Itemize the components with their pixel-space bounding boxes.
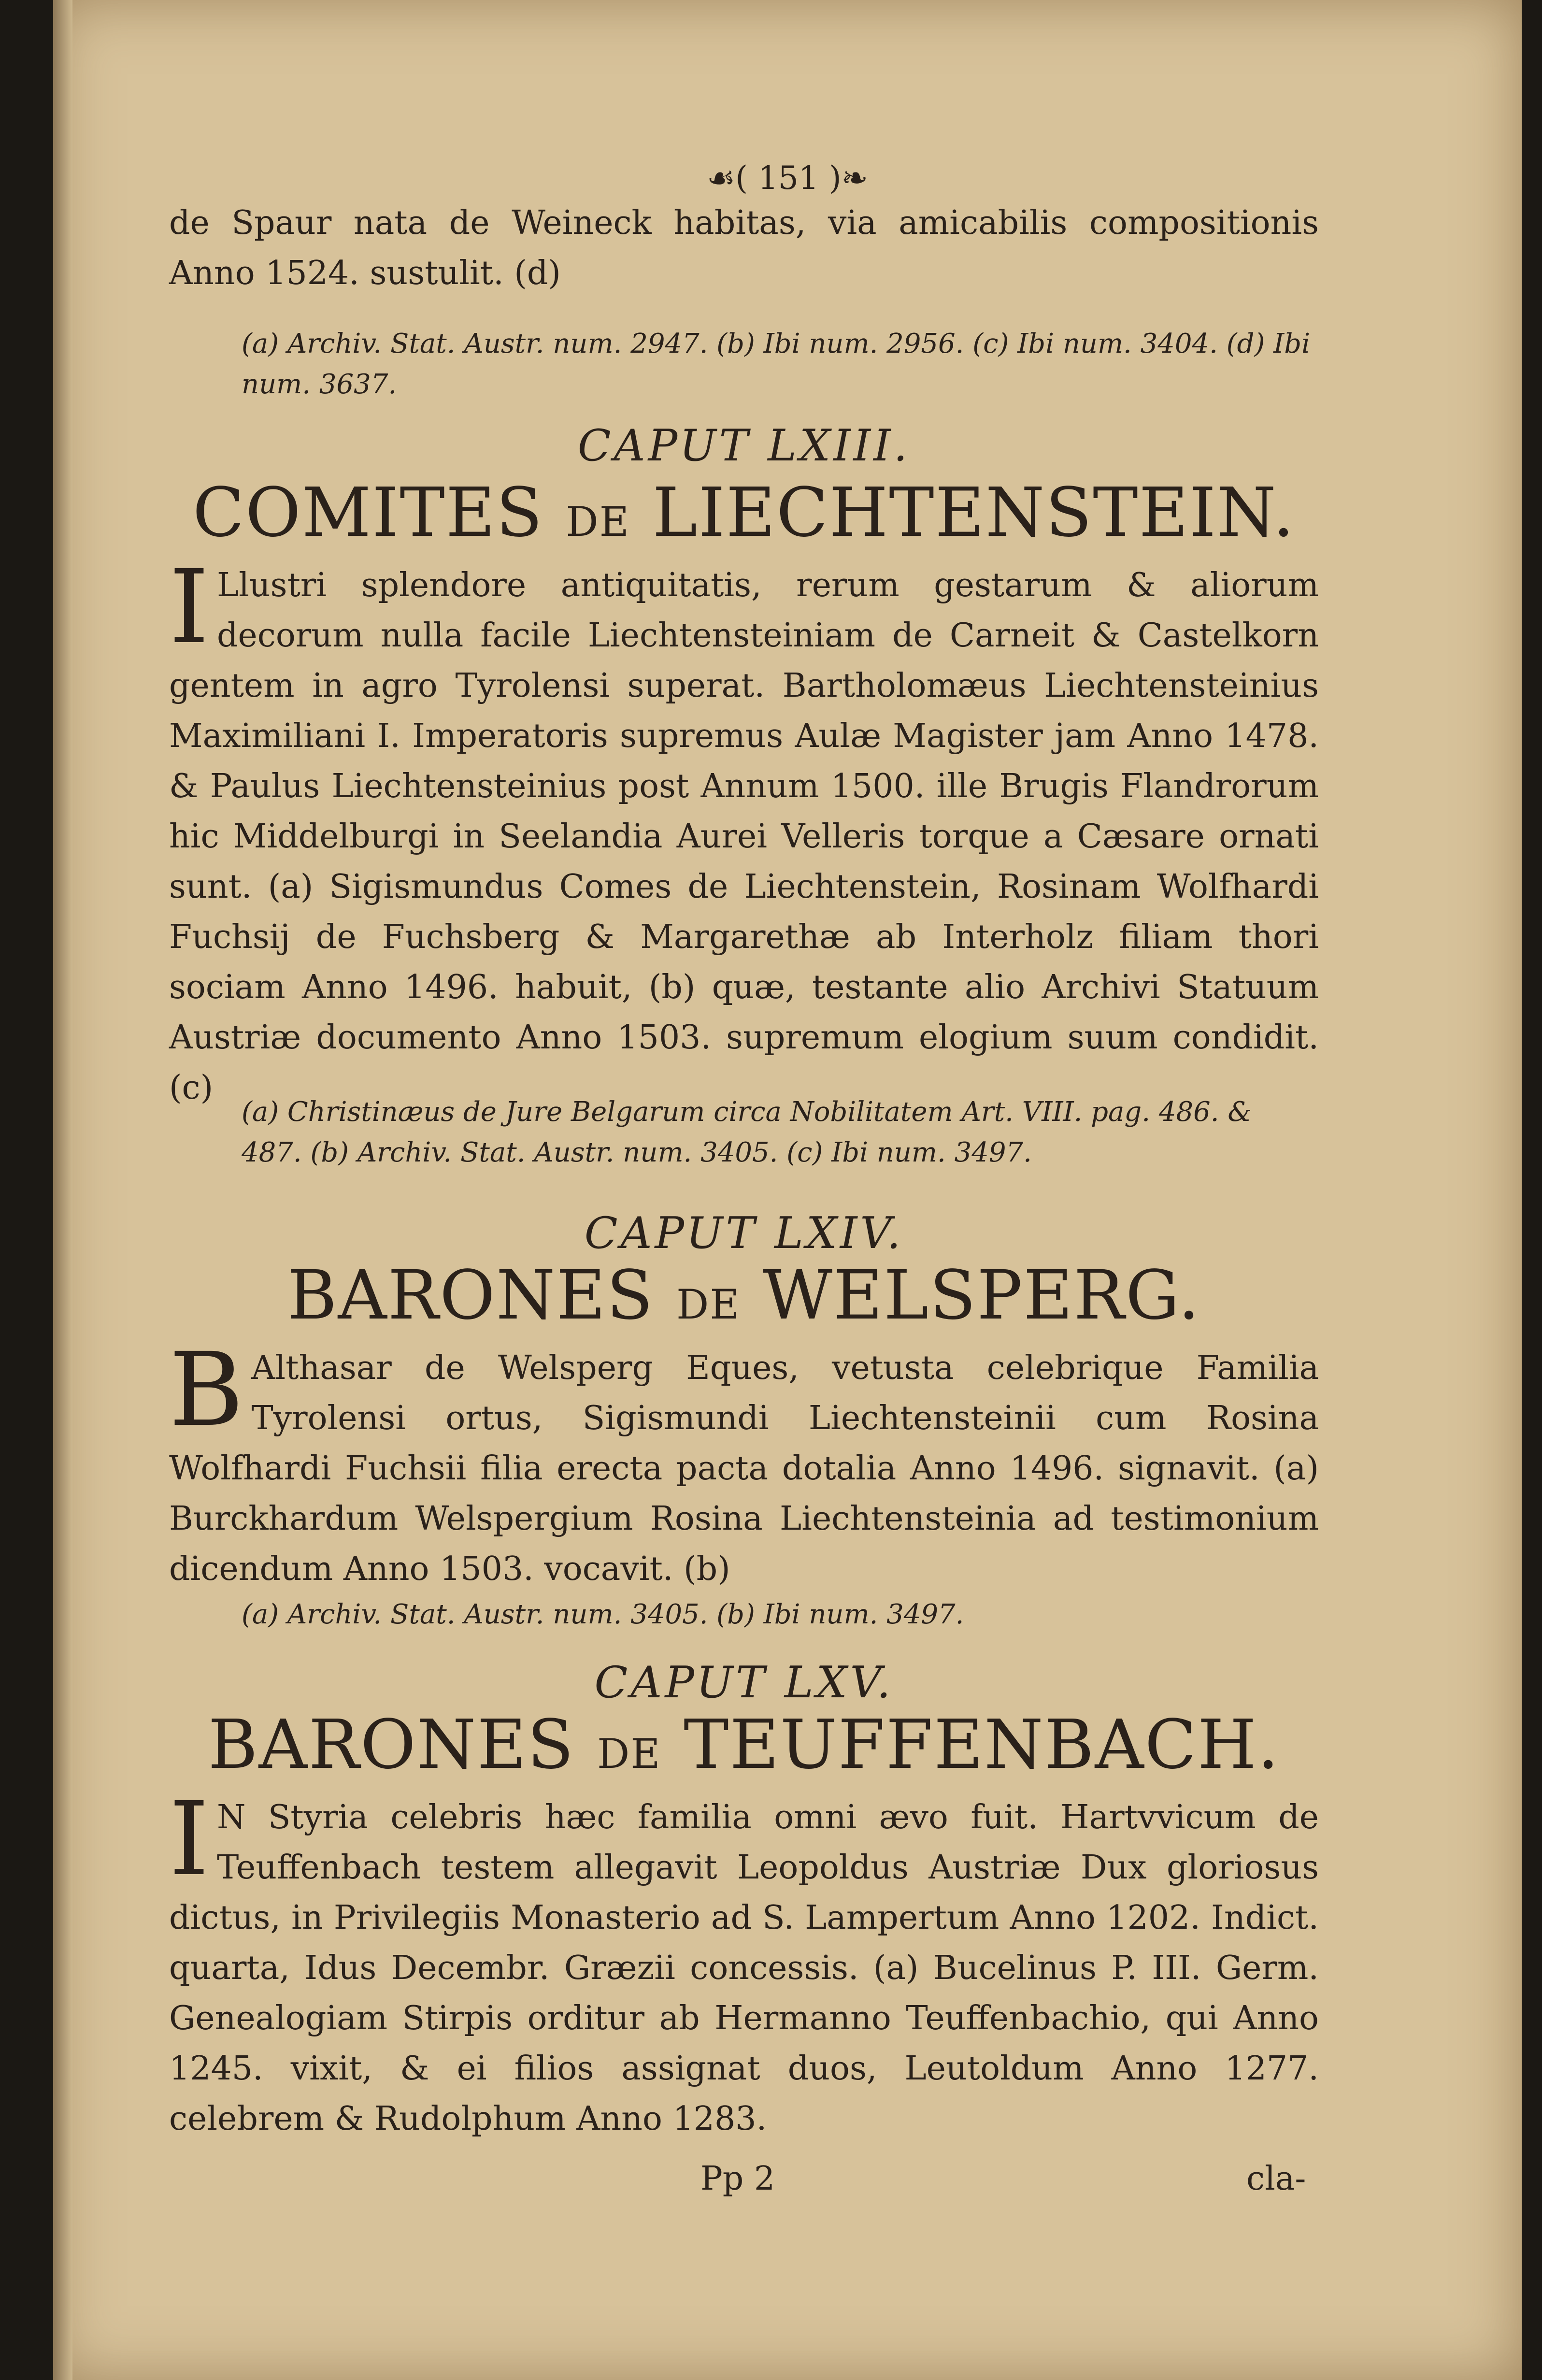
body-text: Althasar de Welsperg Eques, vetusta celebrique Familia Tyrolensi ortus, Sigismundi Liechtensteinii cum Rosina Wolfhardi Fuchsii filia erecta pacta dotalia Anno 1496. signavit. (a) Burckhardum Welspergium Rosina Liechtensteinia ad testimonium dicendum Anno 1503. vocavit. (b) <box>169 1349 1319 1588</box>
drop-cap: I <box>169 548 209 666</box>
intro-footnotes: (a) Archiv. Stat. Austr. num. 2947. (b) Ibi num. 2956. (c) Ibi num. 3404. (d) Ibi num. 3637. <box>242 328 1310 400</box>
drop-cap: I <box>169 1780 209 1898</box>
section-title-63 <box>169 473 1319 552</box>
title-rest: TEUFFENBACH. <box>684 1706 1280 1784</box>
caput-heading-64: CAPUT LXIV. <box>584 1208 904 1259</box>
title-main: BARONES <box>208 1706 575 1784</box>
section-title-64 <box>169 1256 1319 1335</box>
title-de: DE <box>676 1281 741 1328</box>
title-rest: LIECHTENSTEIN. <box>652 473 1296 552</box>
caput-heading-65: CAPUT LXV. <box>594 1657 894 1708</box>
section-body-63 <box>169 548 1319 1113</box>
title-de: DE <box>597 1730 661 1778</box>
title-rest: WELSPERG. <box>763 1256 1201 1335</box>
section-body-64 <box>169 1331 1319 1594</box>
section-title-65 <box>169 1706 1319 1784</box>
page-gutter <box>53 0 72 2380</box>
footnotes-63: (a) Christinæus de Jure Belgarum circa Nobilitatem Art. VIII. pag. 486. & 487. (b) Archiv. Stat. Austr. num. 3405. (c) Ibi num. 3497. <box>242 1096 1252 1168</box>
catchword: cla- <box>1246 2160 1306 2198</box>
page-number: ☙( 151 )❧ <box>707 159 868 197</box>
footnotes-64: (a) Archiv. Stat. Austr. num. 3405. (b) Ibi num. 3497. <box>242 1599 964 1630</box>
title-de: DE <box>566 498 630 545</box>
book-page <box>53 0 1522 2380</box>
drop-cap: B <box>169 1331 244 1449</box>
section-body-65 <box>169 1780 1319 2144</box>
body-text: N Styria celebris hæc familia omni ævo fuit. Hartvvicum de Teuffenbach testem allegavit Leopoldus Austriæ Dux gloriosus dictus, in Privilegiis Monasterio ad S. Lampertum Anno 1202. Indict. quarta, Idus Decembr. Græzii concessis. (a) Bucelinus P. III. Germ. Genealogiam Stirpis orditur ab Hermanno Teuffenbachio, qui Anno 1245. vixit, & ei filios assignat duos, Leutoldum Anno 1277. celebrem & Rudolphum Anno 1283. <box>169 1798 1319 2138</box>
body-text: Llustri splendore antiquitatis, rerum gestarum & aliorum decorum nulla facile Liechtensteiniam de Carneit & Castelkorn gentem in agro Tyrolensi superat. Bartholomæus Liechtensteinius Maximiliani I. Imperatoris supremus Aulæ Magister jam Anno 1478. & Paulus Liechtensteinius post Annum 1500. ille Brugis Flandrorum hic Middelburgi in Seelandia Aurei Velleris torque a Cæsare ornati sunt. (a) Sigismundus Comes de Liechtenstein, Rosinam Wolfhardi Fuchsij de Fuchsberg & Margarethæ ab Interholz filiam thori sociam Anno 1496. habuit, (b) quæ, testante alio Archivi Statuum Austriæ documento Anno 1503. supremum elogium suum condidit. (c) <box>169 566 1319 1107</box>
title-main: COMITES <box>192 473 543 552</box>
caput-heading-63: CAPUT LXIII. <box>577 420 911 471</box>
title-main: BARONES <box>287 1256 654 1335</box>
intro-paragraph: de Spaur nata de Weineck habitas, via amicabilis compositionis Anno 1524. sustulit. (d) <box>169 204 1319 292</box>
signature-mark: Pp 2 <box>700 2160 775 2198</box>
